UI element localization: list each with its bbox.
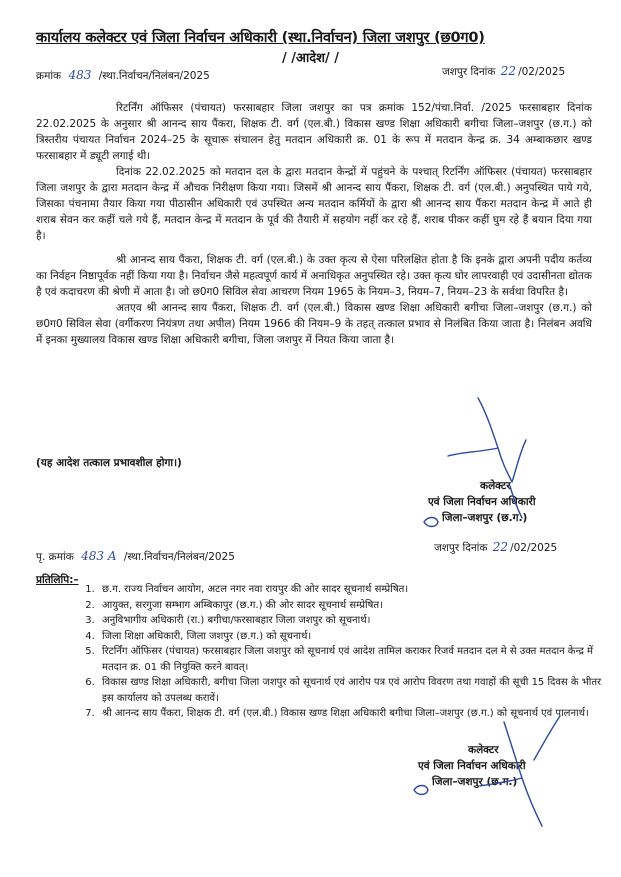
effect-note: (यह आदेश तत्काल प्रभावशील होगा।): [36, 457, 182, 469]
ref-number: 483: [68, 68, 92, 82]
sig1-designation: एवं जिला निर्वाचन अधिकारी: [428, 496, 536, 508]
ref2-label: पृ. क्रमांक: [36, 551, 74, 563]
copy-item: 7. श्री आनन्द साय पैंकरा, शिक्षक टी. वर्ग (एल.बी.) विकास खण्ड शिक्षा अधिकारी बगीचा जिला–जशपुर (छ.ग.) को सूचनार्थ एवं पालनार्थ।: [98, 706, 602, 722]
copy-reference: [36, 549, 235, 564]
order-reference: [36, 68, 210, 83]
date-label: जशपुर दिनांक: [442, 66, 496, 78]
sig2-designation: एवं जिला निर्वाचन अधिकारी: [418, 760, 526, 772]
copy-item: 4. जिला शिक्षा अधिकारी, जिला जशपुर (छ.ग.) को सूचनार्थ।: [98, 629, 602, 645]
signature-block-1: [428, 478, 536, 526]
paragraph-1: रिटर्निंग ऑफिसर (पंचायत) फरसाबहार जिला जशपुर का पत्र क्रमांक 152/पंचा.निर्वा. /2025 फरसाबहार दिनांक 22.02.2025 के अनुसार श्री आनन्द साय पैंकरा, शिक्षक टी. वर्ग (एल.बी.) विकास खण्ड शिक्षा अधिकारी बगीचा जिला–जशपुर (छ.ग.) को त्रिस्तरीय पंचायत निर्वाचन 2024–25 के सूचारू संचालन हेतु मतदान अधिकारी क्र. 01 के रूप में मतदान केन्द्र क्र. 34 अम्बाकछार खण्ड फरसाबहार में ड्यूटी लगाई थी।: [36, 102, 592, 162]
ref-suffix: /स्था.निर्वाचन/निलंबन/2025: [98, 70, 210, 82]
date2-rest: /02/2025: [510, 542, 558, 554]
copy-list: [68, 582, 602, 722]
copy-date: [434, 540, 557, 555]
copy-item: 2. आयुक्त, सरगुजा सम्भाग अम्बिकापुर (छ.ग.) की ओर सादर सूचनार्थ सम्प्रेषित।: [98, 598, 602, 614]
office-title: कार्यालय कलेक्टर एवं जिला निर्वाचन अधिकारी (स्था.निर्वाचन) जिला जशपुर (छ0ग0): [36, 30, 485, 46]
sig2-district: जिला–जशपुर (छ.ग.): [432, 776, 518, 788]
date-rest: /02/2025: [518, 66, 566, 78]
order-heading: / /आदेश/ /: [281, 51, 340, 66]
paragraph-2: दिनांक 22.02.2025 को मतदान दल के द्वारा मतदान केन्द्रों में पहुंचने के पश्चात् रिटर्निंग ऑफिसर (पंचायत) फरसाबहार जिला जशपुर के द्वारा मतदान केन्द्र में औचक निरीक्षण किया गया। जिसमें श्री आनन्द साय पैंकरा, शिक्षक टी. वर्ग (एल.बी.) अनुपस्थित पाये गये, जिसका पंचनामा तैयार किया गया पीठासीन अधिकारी एवं उपस्थित अन्य मतदान कर्मियों के द्वारा श्री आनन्द साय पैंकरा मतदान केन्द्र में आते ही शराब सेवन कर कहीं चले गये हैं, मतदान केन्द्र में मतदान के पूर्व की तैयारी में सहयोग नहीं कर रहे हैं, शराब पीकर कहीं घुम रहे हैं बयान दिया गया है।: [36, 166, 592, 242]
date2-label: जशपुर दिनांक: [434, 542, 488, 554]
signature-stroke-1: [448, 398, 526, 482]
date2-day: 22: [492, 540, 509, 554]
copy-heading: प्रतिलिपि:–: [36, 574, 79, 586]
order-body: [36, 100, 592, 348]
copy-item: 6. विकास खण्ड शिक्षा अधिकारी, बगीचा जिला जशपुर को सूचनार्थ एवं आरोप पत्र एवं आरोप विवरण तथा गवाहों की सूची 15 दिवस के भीतर इस कार्यालय को उपलब्ध करावें।: [98, 675, 602, 706]
paragraph-4: अतएव श्री आनन्द साय पैंकरा, शिक्षक टी. वर्ग (एल.बी.) विकास खण्ड शिक्षा अधिकारी बगीचा जिला–जशपुर (छ.ग.) को छ0ग0 सिविल सेवा (वर्गीकरण नियंत्रण तथा अपील) नियम 1966 की नियम–9 के तहत् तत्काल प्रभाव से निलंबित किया जाता है। निलंबन अवधि में इनका मुख्यालय विकास खण्ड शिक्षा अधिकारी बगीचा, जिला जशपुर में नियत किया जाता है।: [36, 302, 592, 346]
copy-item: 3. अनुविभागीय अधिकारी (रा.) बगीचा/फरसाबहार जिला जशपुर को सूचनार्थ।: [98, 613, 602, 629]
copy-item: 5. रिटर्निंग ऑफिसर (पंचायत) फरसाबहार जिला जशपुर को सूचनार्थ एवं आदेश तामिल कराकर रिजर्व मतदान दल मे से उक्त मतदान केन्द्र में मतदान क्र. 01 की नियुक्ति करने बावत्।: [98, 644, 602, 675]
sig1-district: जिला–जशपुर (छ.ग.): [442, 512, 528, 524]
sig2-title: कलेक्टर: [468, 744, 499, 756]
ref2-number: 483 A: [81, 549, 117, 563]
paragraph-3: श्री आनन्द साय पैंकरा, शिक्षक टी. वर्ग (एल.बी.) के उक्त कृत्य से ऐसा परिलक्षित होता है कि इनके द्वारा अपनी पदीय कर्तव्य का निर्वहन निष्ठापूर्वक नहीं किया गया है। निर्वाचन जैसे महत्वपूर्ण कार्य में अनाधिकृत अनुपस्थित रहे। उक्त कृत्य घोर लापरवाही एवं उदासीनता द्योतक है एवं कदाचरण की श्रेणी में आता है। जो छ0ग0 सिविल सेवा आचरण नियम 1965 के नियम–3, नियम–7, नियम–23 के सर्वथा विपरित है।: [36, 254, 592, 298]
copy-item: 1. छ.ग. राज्य निर्वाचन आयोग, अटल नगर नवा रायपुर की ओर सादर सूचनार्थ सम्प्रेषित।: [98, 582, 602, 598]
signature-block-2: [418, 742, 526, 790]
ref2-suffix: /स्था.निर्वाचन/निलंबन/2025: [123, 551, 235, 563]
date-day: 22: [500, 64, 517, 78]
ref-label: क्रमांक: [36, 70, 62, 82]
order-date: [442, 64, 565, 79]
sig1-title: कलेक्टर: [480, 480, 511, 492]
